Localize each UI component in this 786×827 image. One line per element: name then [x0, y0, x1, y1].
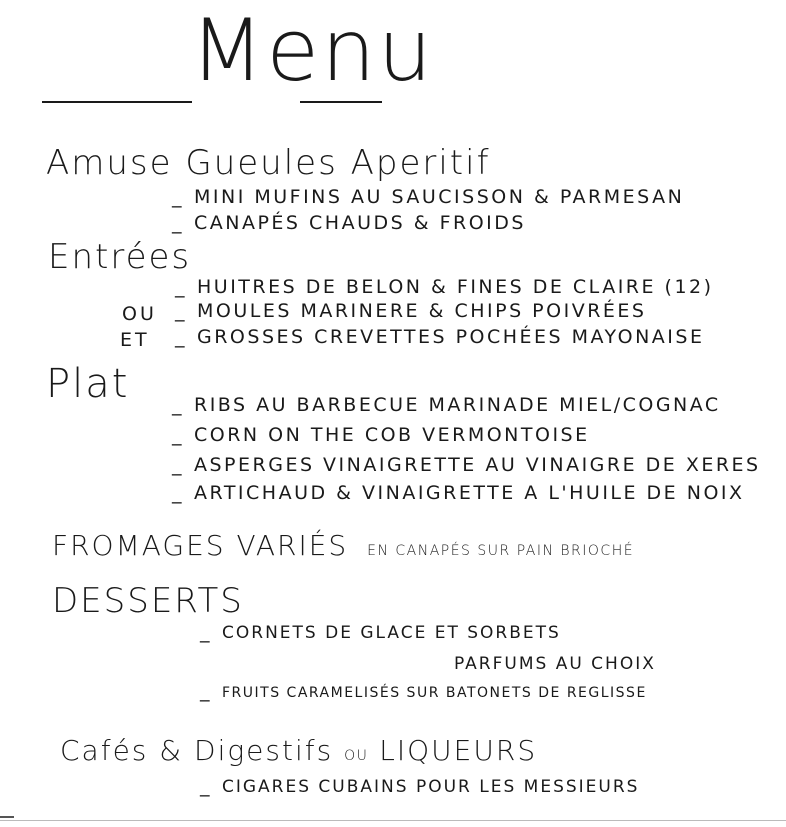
prefix-ou: OU	[122, 303, 157, 325]
menu-item-plat-4: _ ARTICHAUD & VINAIGRETTE A L'HUILE DE NOIX	[172, 482, 745, 504]
section-heading-entrees: Entrées	[48, 237, 192, 277]
cafes-connector: OU	[344, 748, 369, 764]
menu-item-desserts-1: _ CORNETS DE GLACE ET SORBETS	[200, 621, 561, 643]
menu-item-desserts-1b	[454, 654, 656, 673]
menu-item-plat-1: _ RIBS AU BARBECUE MARINADE MIEL/COGNAC	[172, 394, 721, 416]
menu-item-text: ASPERGES VINAIGRETTE AU VINAIGRE DE XERES	[194, 454, 761, 476]
title-underline-left	[42, 101, 192, 103]
menu-item-text: GROSSES CREVETTES POCHÉES MAYONAISE	[197, 326, 705, 348]
menu-item-entrees-1: _ HUITRES DE BELON & FINES DE CLAIRE (12)	[175, 276, 714, 298]
menu-title: Menu	[190, 1, 435, 101]
menu-item-plat-2: _ CORN ON THE COB VERMONTOISE	[172, 424, 590, 446]
menu-item-text: RIBS AU BARBECUE MARINADE MIEL/COGNAC	[194, 394, 721, 416]
prefix-et: ET	[120, 329, 150, 351]
menu-item-text: PARFUMS AU CHOIX	[454, 654, 656, 674]
title-underline-right	[300, 101, 382, 103]
cafes-heading-liqueurs: LIQUEURS	[379, 734, 538, 767]
menu-item-text: HUITRES DE BELON & FINES DE CLAIRE (12)	[197, 276, 714, 298]
cafes-heading-text: Cafés & Digestifs	[60, 734, 334, 767]
menu-item-amuse-2: _ CANAPÉS CHAUDS & FROIDS	[172, 212, 526, 234]
menu-item-text: CANAPÉS CHAUDS & FROIDS	[194, 212, 526, 234]
menu-item-text: MINI MUFINS AU SAUCISSON & PARMESAN	[194, 186, 685, 208]
menu-item-text: MOULES MARINERE & CHIPS POIVRÉES	[197, 300, 647, 322]
page-bottom-edge	[0, 820, 786, 821]
menu-item-amuse-1: _ MINI MUFINS AU SAUCISSON & PARMESAN	[172, 186, 685, 208]
section-heading-cafes	[60, 734, 538, 767]
scan-corner-mark	[0, 816, 14, 818]
fromages-suffix: EN CANAPÉS SUR PAIN BRIOCHÉ	[367, 543, 635, 559]
menu-item-desserts-2: _ FRUITS CARAMELISÉS SUR BATONETS DE REGLISSE	[200, 680, 647, 702]
section-heading-amuse: Amuse Gueules Aperitif	[46, 143, 491, 183]
menu-item-text: CORN ON THE COB VERMONTOISE	[194, 424, 590, 446]
menu-item-cafes-1: _ CIGARES CUBAINS POUR LES MESSIEURS	[200, 775, 640, 797]
section-heading-fromages	[52, 529, 635, 562]
menu-item-text: CORNETS DE GLACE ET SORBETS	[222, 623, 561, 643]
menu-item-text: CIGARES CUBAINS POUR LES MESSIEURS	[222, 777, 640, 797]
fromages-heading-text: FROMAGES VARIÉS	[52, 529, 349, 562]
section-heading-desserts: DESSERTS	[52, 581, 244, 621]
menu-item-plat-3: _ ASPERGES VINAIGRETTE AU VINAIGRE DE XERES	[172, 454, 761, 476]
menu-item-text: FRUITS CARAMELISÉS SUR BATONETS DE REGLISSE	[222, 685, 647, 701]
menu-item-entrees-3: _ GROSSES CREVETTES POCHÉES MAYONAISE	[175, 326, 705, 348]
menu-item-text: ARTICHAUD & VINAIGRETTE A L'HUILE DE NOIX	[194, 482, 745, 504]
section-heading-plat: Plat	[46, 361, 130, 407]
menu-item-entrees-2: _ MOULES MARINERE & CHIPS POIVRÉES	[175, 300, 647, 322]
